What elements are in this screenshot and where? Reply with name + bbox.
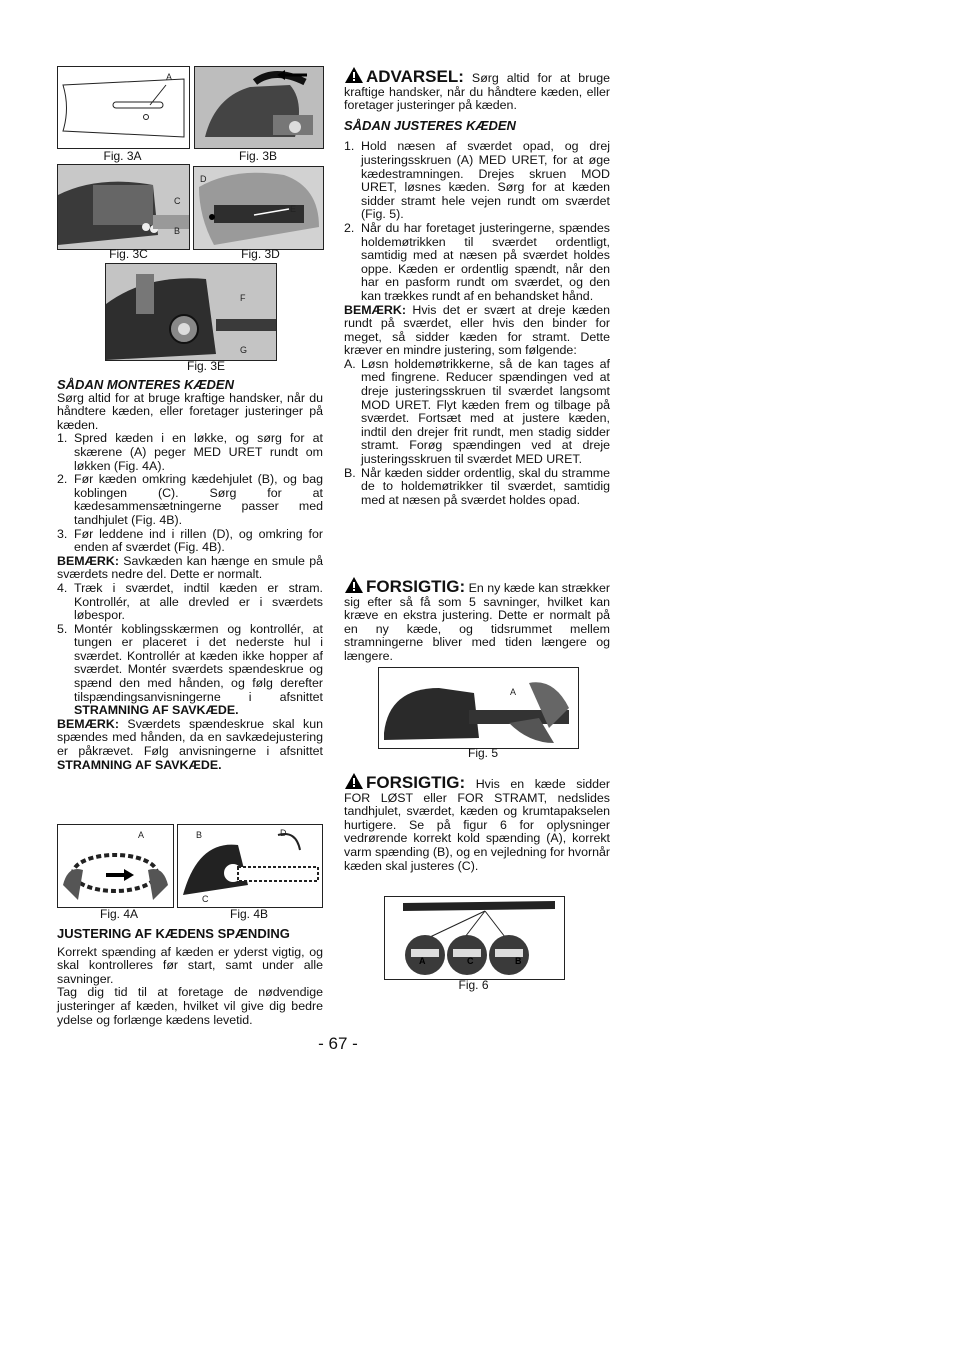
clutch-cover-illustration [58,165,189,249]
figure-3b [194,66,324,149]
alpha-steps-list [344,358,610,508]
warning-icon [344,772,364,790]
label-d: D [200,174,207,184]
label-a: A [138,830,145,840]
label-e: E [290,204,297,214]
caution-block-1: FORSIGTIG: En ny kæde kan strækker sig efter så få som 5 savninger, hvilket kan kræve en ekstra justering. Dette er normalt på en ny kæde, og tidsrummet mellem stramningerne bliver med tiden længere og længere. [344,577,610,663]
fig6-caption: Fig. 6 [458,978,489,992]
list-item: 1. Hold næsen af sværdet opad, og drej justeringsskruen (A) MED URET, for at øge kædestramningen. Drejes skruen MOD URET, løsnes kæden. Sørg for at kæden sidder stramt hele vejen rundt om sværdet (Fig. 5). [344,139,610,222]
warning-icon [344,66,364,84]
label-b: B [196,830,203,840]
fig4b-caption: Fig. 4B [229,907,268,921]
figure-5 [378,667,579,749]
mount-intro: Sørg altid for at bruge kraftige handsker, når du håndtere kæden, eller foretager justeringer på kæden. [57,390,323,432]
label-b: B [515,956,522,966]
label-c: C [174,196,181,206]
adjust-heading: SÅDAN JUSTERES KÆDEN [344,117,516,133]
list-item: 2. Før kæden omkring kædehjulet (B), og bag koblingen (C). Sørg for at kædesammensætningerne passer med tandhjulet (Fig. 4B). [57,472,323,527]
tension-heading: JUSTERING AF KÆDENS SPÆNDING [57,926,290,941]
label-d: D [280,828,287,838]
chain-sprocket-illustration [106,264,276,360]
fig4a-caption: Fig. 4A [99,907,138,921]
label-a: A [166,72,173,82]
warning-icon [344,576,364,594]
caution-block-2: FORSIGTIG: Hvis en kæde sidder FOR LØST eller FOR STRAMT, nedslides tandhjulet, sværdet, kæden og krumtapakselen hurtigere. Se på figur 6 for oplysninger vedrørende korrekt kold spænding (A), korrekt varm spænding (B), og en vejledning for hvornår kæden skal justeres (C). [344,773,610,873]
tension-paragraph-1: Korrekt spænding af kæden er yderst vigtig, og skal kontrolleres før start, samt under alle savninger. [57,944,323,986]
right-column-text [344,66,610,507]
list-item: A. Løsn holdemøtrikkerne, så de kan tages af med fingrene. Reducer spændingen ved at dreje justeringsskruen til sværdet langsomt MOD URET. Flyt kæden frem og tilbage på sværdet. Fortsæt med at justere kæden, indtil den drejer frit rundt, men stadig sidder stramt. Forøg spændingen ved at dreje justeringsskruen til sværdet MED URET. [344,356,610,467]
fig3e-caption: Fig. 3E [186,359,225,373]
chain-tension-illustration [385,897,564,979]
bar-nose-adjust-illustration [379,668,578,748]
fig3a-caption: Fig. 3A [103,149,142,163]
mount-steps-list [57,432,323,554]
chainsaw-handle-illustration [195,67,323,148]
adjust-steps-list [344,140,610,303]
fig3c-caption: Fig. 3C [109,247,148,261]
list-item: B. Når kæden sidder ordentlig, skal du stramme de to holdemøtrikker til sværdet, samtidig med at næsen på sværdet holdes opad. [344,465,610,507]
figure-3a [57,66,190,149]
note-2: BEMÆRK: Sværdets spændeskrue skal kun spændes med hånden, da en savkædejustering er påkrævet. Følg anvisningerne i afsnittet STRAMNING AF SAVKÆDE. [57,716,323,772]
label-c: C [202,894,209,904]
label-g: G [240,345,248,355]
list-item: 5. Montér koblingsskærmen og kontrollér, at tungen er placeret i det nederste hul i sværdet. Kontrollér at kæden ikke hopper af sværdet. Montér sværdets spændeskrue og spænd den med hånden, og følg derefter tilspændingsanvisningerne i afsnittet STRAMNING AF SAVKÆDE. [57,621,323,718]
list-item: 2. Når du har foretaget justeringerne, spændes holdemøtrikken til sværdet ordentligt, samtidig med at næsen på sværdet holdes oppe. Kæden er ordentlig spændt, når den har en pasform rundt om sværdet, og den kan trækkes rundt af en behandsket hånd. [344,220,610,303]
tension-section [57,927,323,1027]
mount-steps-list-2 [57,582,323,718]
fig3d-caption: Fig. 3D [241,247,280,261]
figure-3e [105,263,277,361]
fig3b-caption: Fig. 3B [238,149,277,163]
warning-block: ADVARSEL: Sørg altid for at bruge kraftige handsker, når du håndtere kæden, eller foretager justeringer på kæden. [344,67,610,113]
left-column-text [57,378,323,772]
figure-6 [384,896,565,980]
list-item: 1. Spred kæden i en løkke, og sørg for at skærene (A) peger MED URET rundt om løkken (Fig. 4A). [57,431,323,473]
tension-paragraph-2: Tag dig tid til at foretage de nødvendige justeringer af kæden, hvilket vil give dig bedre ydelse og forlænge kædens levetid. [57,985,323,1027]
label-c: C [467,956,474,966]
figure-4a [57,824,174,908]
mount-heading: SÅDAN MONTERES KÆDEN [57,377,234,392]
note-block: BEMÆRK: Hvis det er svært at dreje kæden rundt på sværdet, eller hvis den binder for meget, så sidder kæden for stramt. Dette kræver en mindre justering, som følgende: [344,302,610,358]
label-b: B [174,226,181,236]
chain-loop-illustration [58,825,173,907]
label-a: A [510,687,517,697]
label-f: F [240,293,246,303]
fig5-caption: Fig. 5 [467,746,498,760]
list-item: 4. Træk i sværdet, indtil kæden er stram. Kontrollér, at alle drevled er i sværdets løbespor. [57,580,323,623]
figure-4b [177,824,323,908]
note-1: BEMÆRK: Savkæden kan hænge en smule på sværdets nedre del. Dette er normalt. [57,553,323,582]
page-number: - 67 - [318,1034,358,1053]
bar-groove-illustration [194,167,323,249]
label-a: A [419,956,426,966]
figure-3c [57,164,190,250]
list-item: 3. Før leddene ind i rillen (D), og omkring for enden af sværdet (Fig. 4B). [57,526,323,555]
figure-3d [193,166,324,250]
